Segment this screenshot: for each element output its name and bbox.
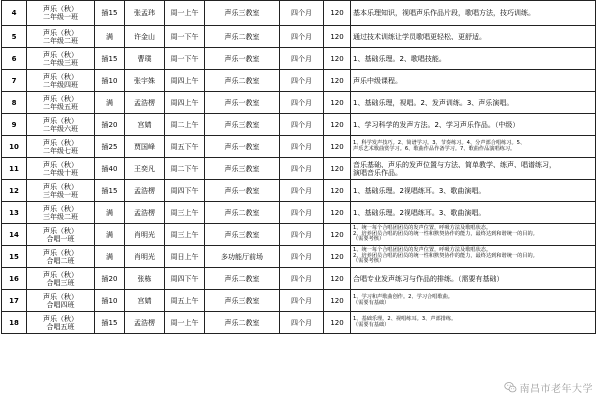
teacher-name: 贾国峰 [125,136,165,158]
course-duration: 四个月 [280,290,324,312]
class-name-line: 合唱二班 [46,256,75,265]
enrollment-status: 插40 [95,158,125,180]
classroom: 声乐二教室 [205,312,280,334]
table-row [2,224,596,246]
classroom: 声乐二教室 [205,70,280,92]
course-description-line: （需要考核） [353,236,385,243]
row-number: 12 [2,180,27,202]
table-row [2,136,596,158]
class-name-line: 三年级一班 [43,190,78,199]
class-name [27,1,95,26]
class-name-line: 声乐（秋） [43,5,78,13]
course-description [351,246,596,268]
class-name-line: 声乐（秋） [43,50,78,59]
class-time: 周三上午 [165,224,205,246]
course-description-line: 基本乐理知识，视唱声乐作品片段，歌唱方法，技巧训练。 [353,9,535,17]
watermark-text: 南昌市老年大学 [519,384,593,395]
course-description [351,268,596,290]
teacher-name: 张栋 [125,268,165,290]
enrollment-status: 插15 [95,48,125,70]
class-name-line: 声乐（秋） [43,72,78,81]
teacher-name: 肖明光 [125,246,165,268]
class-name [27,224,95,246]
course-description [351,224,596,246]
classroom: 声乐二教室 [205,26,280,48]
class-name-line: 合唱三班 [46,278,75,287]
class-time: 周三上午 [165,202,205,224]
teacher-name: 宫婧 [125,290,165,312]
classroom: 声乐一教室 [205,92,280,114]
course-duration: 四个月 [280,158,324,180]
row-number: 14 [2,224,27,246]
enrollment-status: 插25 [95,136,125,158]
class-time: 周日上午 [165,246,205,268]
course-fee: 120 [324,224,351,246]
course-description-line: 1、基础乐理。2、视唱练耳。3、声部排练。 [353,315,457,322]
class-name [27,202,95,224]
class-name-line: 二年级二班 [43,36,78,45]
class-name-line: 二年级六班 [43,124,78,133]
course-fee: 120 [324,268,351,290]
course-duration: 四个月 [280,246,324,268]
table-row [2,48,596,70]
class-name-line: 二年级三班 [43,58,78,67]
enrollment-status: 插15 [95,1,125,26]
enrollment-status: 插15 [95,312,125,334]
course-duration: 四个月 [280,202,324,224]
row-number: 10 [2,136,27,158]
class-name-line: 声乐（秋） [43,248,78,257]
course-schedule-table [1,0,596,334]
course-description-line: 声乐艺术歌曲赏学习。6、歌曲作品作备学习。7、歌曲作品演唱练习。 [353,145,516,152]
watermark [501,380,597,395]
teacher-name: 张宇姝 [125,70,165,92]
enrollment-status: 插15 [95,180,125,202]
course-duration: 四个月 [280,70,324,92]
teacher-name: 孟浩楞 [125,180,165,202]
class-name-line: 二年级七班 [43,146,78,155]
course-fee: 120 [324,92,351,114]
class-name-line: 声乐（秋） [43,138,78,147]
course-description [351,92,596,114]
course-duration: 四个月 [280,136,324,158]
table-row [2,290,596,312]
teacher-name: 张孟玮 [125,1,165,26]
class-name-line: 声乐（秋） [43,292,78,301]
classroom: 声乐二教室 [205,202,280,224]
enrollment-status: 满 [95,224,125,246]
wechat-icon [504,381,517,394]
course-description [351,158,596,180]
course-duration: 四个月 [280,224,324,246]
course-description [351,70,596,92]
row-number: 9 [2,114,27,136]
enrollment-status: 插20 [95,268,125,290]
class-time: 周四上午 [165,92,205,114]
table-row [2,1,596,26]
classroom: 多功能厅前场 [205,246,280,268]
table-row [2,268,596,290]
class-time: 周五上午 [165,290,205,312]
course-description-line: 声乐中级课程。 [353,76,402,85]
course-duration: 四个月 [280,1,324,26]
class-name [27,114,95,136]
course-duration: 四个月 [280,180,324,202]
course-description-line: （需要考核） [353,258,385,265]
row-number: 11 [2,158,27,180]
class-time: 周二下午 [165,158,205,180]
course-fee: 120 [324,158,351,180]
class-time: 周四下午 [165,268,205,290]
class-name-line: 合唱四班 [46,300,75,309]
teacher-name: 孟浩楞 [125,312,165,334]
course-fee: 120 [324,290,351,312]
course-duration: 四个月 [280,26,324,48]
course-description-line: 合唱专业发声练习与作品的排练。（需要有基础） [353,274,504,283]
class-name-line: 二年级十班 [43,168,78,177]
classroom: 声乐一教室 [205,136,280,158]
classroom: 声乐三教室 [205,114,280,136]
class-name [27,268,95,290]
course-description [351,312,596,334]
class-time: 周一上午 [165,312,205,334]
course-description-line: 通过技术训练让学员歌唱更轻松、更舒适。 [353,32,486,41]
course-fee: 120 [324,180,351,202]
classroom: 声乐三教室 [205,224,280,246]
row-number: 15 [2,246,27,268]
course-duration: 四个月 [280,48,324,70]
class-time: 周四上午 [165,70,205,92]
row-number: 5 [2,26,27,48]
teacher-name: 曹璞 [125,48,165,70]
course-description-line: 1、统一每个合唱团团员的发声位置，呼吸方法及歌唱状态。 [353,246,492,253]
class-name-line: 合唱一班 [46,234,75,243]
enrollment-status: 满 [95,202,125,224]
class-name-line: 声乐（秋） [43,314,78,323]
teacher-name: 孟浩楞 [125,202,165,224]
row-number: 6 [2,48,27,70]
course-fee: 120 [324,1,351,26]
class-name-line: 三年级二班 [43,212,78,221]
course-description [351,136,596,158]
course-description-line: 1、学习和声歌曲创作。2、学习合唱歌曲。 [353,293,453,300]
course-description-line: 1、统一每个合唱团团员的发声位置，呼吸方法及歌唱状态。 [353,224,492,231]
course-description [351,26,596,48]
teacher-name: 许金山 [125,26,165,48]
class-time: 周四下午 [165,180,205,202]
table-row [2,114,596,136]
course-description [351,202,596,224]
row-number: 18 [2,312,27,334]
course-description-line: 演唱音乐作品。 [353,168,402,177]
enrollment-status: 插20 [95,114,125,136]
class-name [27,70,95,92]
course-duration: 四个月 [280,92,324,114]
course-description-line: 1、基础乐理。2视唱练耳。3、歌曲演唱。 [353,208,486,217]
row-number: 4 [2,1,27,26]
course-duration: 四个月 [280,312,324,334]
class-name [27,312,95,334]
enrollment-status: 满 [95,26,125,48]
class-name-line: 声乐（秋） [43,226,78,235]
class-name-line: 声乐（秋） [43,270,78,279]
class-name [27,48,95,70]
table-row [2,202,596,224]
course-description-line: 1、学习科学的发声方法。2、学习声乐作品。（中级） [353,120,520,129]
course-description-line: 音乐基础、声乐的发声位置与方法、简单教学、练声、唱谱练习， [353,160,556,169]
table-row [2,246,596,268]
enrollment-status: 插10 [95,290,125,312]
teacher-name: 宫婧 [125,114,165,136]
enrollment-status: 满 [95,246,125,268]
course-description-line: （需要有基础） [353,299,390,306]
row-number: 8 [2,92,27,114]
class-name [27,92,95,114]
teacher-name: 肖明光 [125,224,165,246]
class-name-line: 二年级四班 [43,80,78,89]
table-row [2,158,596,180]
row-number: 16 [2,268,27,290]
course-description-line: 1、基础乐理，视唱。2、发声训练。3、声乐演唱。 [353,98,514,107]
course-description-line: 1、基础乐理。2、歌唱技能。 [353,54,446,63]
class-name-line: 声乐（秋） [43,116,78,125]
course-fee: 120 [324,246,351,268]
course-description-line: 2、培养团员合唱的团员的统一性和默契协作的能力，最终达到和谐统一的目的。 [353,252,538,259]
class-name-line: 声乐（秋） [43,204,78,213]
classroom: 声乐一教室 [205,180,280,202]
course-description [351,180,596,202]
table-row [2,92,596,114]
class-name [27,26,95,48]
course-duration: 四个月 [280,114,324,136]
enrollment-status: 满 [95,92,125,114]
class-name [27,180,95,202]
classroom: 声乐二教室 [205,268,280,290]
course-description-line: （需要有基础） [353,321,390,328]
enrollment-status: 插10 [95,70,125,92]
class-name [27,246,95,268]
course-fee: 120 [324,70,351,92]
course-fee: 120 [324,202,351,224]
class-name [27,136,95,158]
classroom: 声乐三教室 [205,290,280,312]
row-number: 13 [2,202,27,224]
row-number: 7 [2,70,27,92]
course-fee: 120 [324,136,351,158]
course-description [351,1,596,26]
row-number: 17 [2,290,27,312]
table-row [2,26,596,48]
course-fee: 120 [324,312,351,334]
course-fee: 120 [324,26,351,48]
course-description-line: 1、基础乐理。2视唱练耳。3、歌曲演唱。 [353,186,486,195]
table-row [2,70,596,92]
class-time: 周一上午 [165,1,205,26]
class-name-line: 合唱五班 [46,322,75,331]
class-name [27,290,95,312]
class-time: 周一下午 [165,26,205,48]
class-name-line: 二年级五班 [43,102,78,111]
classroom: 声乐三教室 [205,1,280,26]
course-description-line: 2、培养团员合唱的团员的统一性和默契协作的能力，最终达到和谐统一的目的。 [353,230,538,237]
course-fee: 120 [324,48,351,70]
class-time: 周二上午 [165,114,205,136]
course-fee: 120 [324,114,351,136]
teacher-name: 孟浩楞 [125,92,165,114]
table-row [2,180,596,202]
teacher-name: 王奕凡 [125,158,165,180]
course-description [351,48,596,70]
course-duration: 四个月 [280,268,324,290]
classroom: 声乐三教室 [205,158,280,180]
class-name-line: 声乐（秋） [43,182,78,191]
class-name-line: 二年级一班 [43,13,78,21]
table-row [2,312,596,334]
class-time: 周一下午 [165,48,205,70]
course-description [351,290,596,312]
course-description [351,114,596,136]
course-description-line: 1、科学发声技巧。2、简谱学习。3、节奏练习。4、分声部合唱练习。5、 [353,139,526,146]
class-name-line: 声乐（秋） [43,94,78,103]
class-name-line: 声乐（秋） [43,160,78,169]
classroom: 声乐一教室 [205,48,280,70]
class-name-line: 声乐（秋） [43,28,78,37]
class-name [27,158,95,180]
class-time: 周五下午 [165,136,205,158]
